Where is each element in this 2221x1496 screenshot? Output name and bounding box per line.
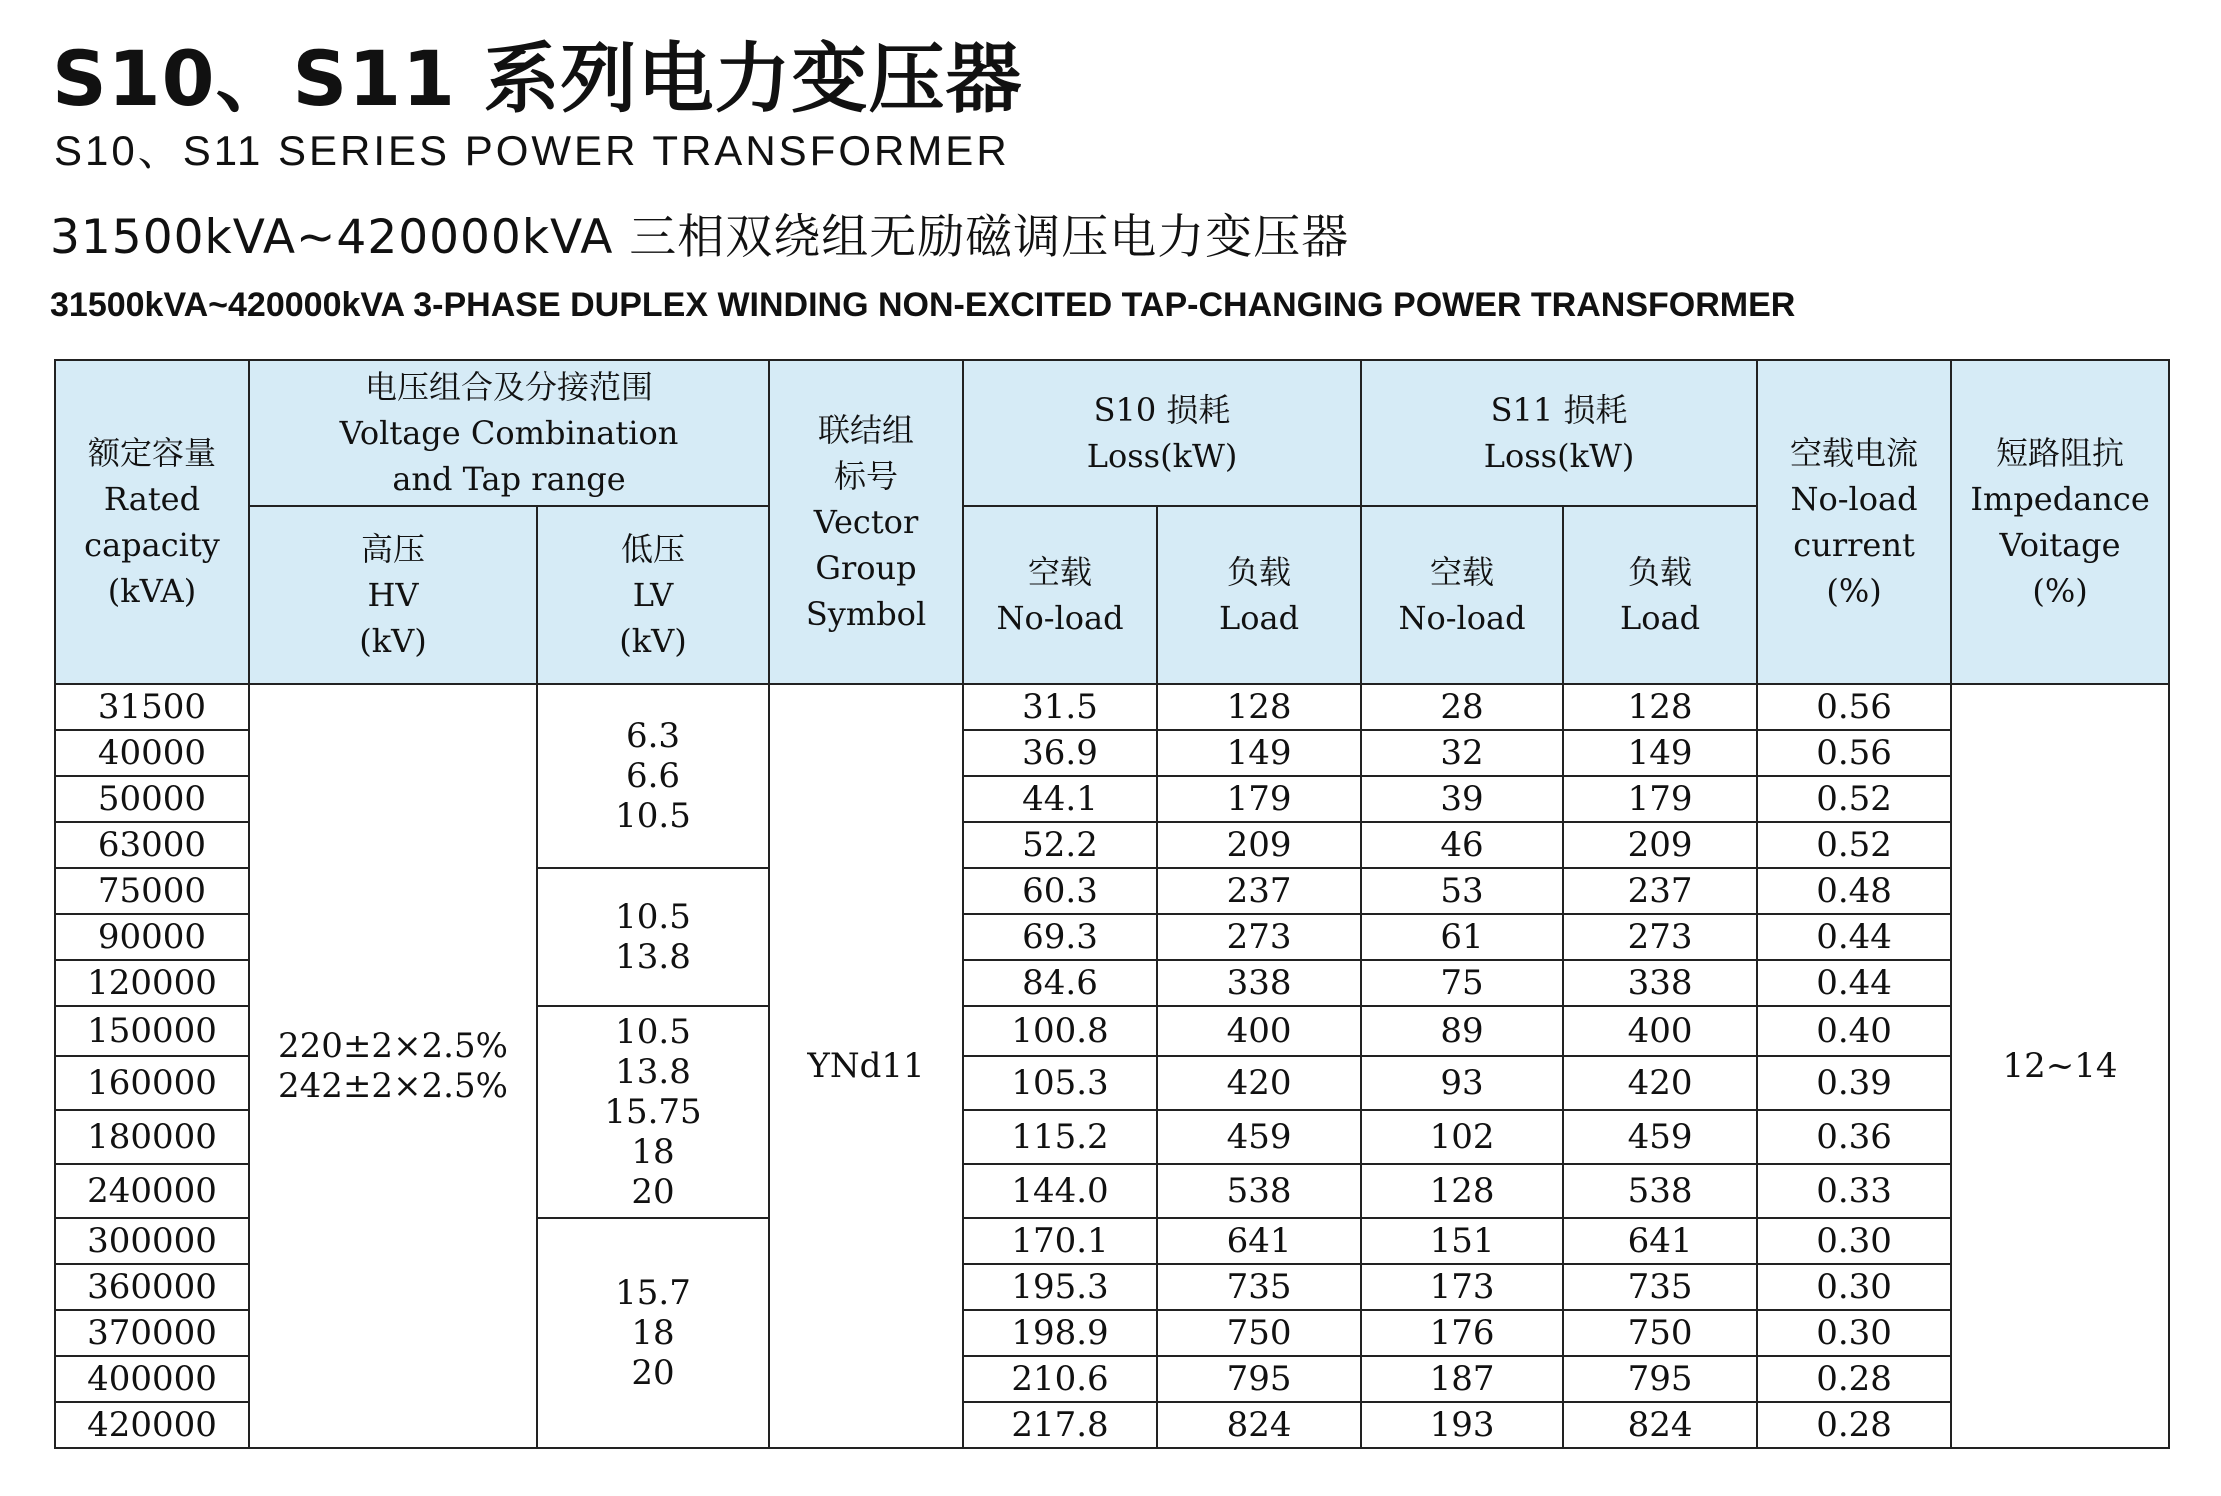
cell-s11-no-load: 53 [1361,868,1563,914]
header-capacity-line: capacity [84,526,220,564]
spec-table [54,359,2170,1449]
header-impedance-line: Impedance [1970,480,2150,518]
cell-lv [537,868,769,1006]
cell-s10-no-load: 31.5 [963,684,1157,730]
cell-s10-load: 128 [1157,684,1361,730]
cell-s10-load: 209 [1157,822,1361,868]
header-s10-load [1157,506,1361,684]
header-no-load-current-line: current [1793,526,1915,564]
cell-capacity: 50000 [55,776,249,822]
cell-no-load-current: 0.40 [1757,1006,1951,1056]
header-vector-group-line: Group [815,549,917,587]
cell-no-load-current: 0.52 [1757,822,1951,868]
cell-s11-load: 795 [1563,1356,1757,1402]
cell-no-load-current: 0.48 [1757,868,1951,914]
cell-no-load-current: 0.44 [1757,914,1951,960]
cell-no-load-current: 0.44 [1757,960,1951,1006]
cell-no-load-current: 0.56 [1757,730,1951,776]
cell-capacity: 63000 [55,822,249,868]
cell-s10-load: 795 [1157,1356,1361,1402]
cell-s11-load: 641 [1563,1218,1757,1264]
header-impedance [1951,360,2169,684]
header-lv-line: LV [632,576,674,614]
header-capacity-line: Rated [103,480,201,518]
cell-capacity: 240000 [55,1164,249,1218]
cell-s11-no-load: 32 [1361,730,1563,776]
lv-value: 10.5 [615,796,691,836]
cell-s10-no-load: 217.8 [963,1402,1157,1448]
cell-s10-no-load: 69.3 [963,914,1157,960]
header-s10-load-line: Load [1218,599,1300,637]
lv-value: 18 [631,1132,675,1172]
cell-s10-load: 149 [1157,730,1361,776]
lv-value: 13.8 [615,1052,691,1092]
header-vector-group-line: 标号 [834,457,899,495]
cell-s10-no-load: 195.3 [963,1264,1157,1310]
cell-capacity: 90000 [55,914,249,960]
cell-no-load-current: 0.28 [1757,1356,1951,1402]
cell-s11-load: 128 [1563,684,1757,730]
cell-capacity: 150000 [55,1006,249,1056]
cell-capacity: 180000 [55,1110,249,1164]
page-title-cn: S10、S11 系列电力变压器 [52,34,1023,123]
cell-no-load-current: 0.33 [1757,1164,1951,1218]
cell-s10-load: 273 [1157,914,1361,960]
cell-s10-load: 824 [1157,1402,1361,1448]
cell-s11-no-load: 176 [1361,1310,1563,1356]
cell-hv [249,684,537,1448]
cell-capacity: 400000 [55,1356,249,1402]
cell-s10-load: 179 [1157,776,1361,822]
header-lv-line: (kV) [619,622,687,660]
cell-s11-load: 824 [1563,1402,1757,1448]
cell-no-load-current: 0.36 [1757,1110,1951,1164]
header-s11-load-line: Load [1620,599,1701,637]
cell-capacity: 120000 [55,960,249,1006]
cell-capacity: 75000 [55,868,249,914]
header-s11-no-load [1361,506,1563,684]
cell-no-load-current: 0.30 [1757,1218,1951,1264]
header-capacity [55,360,249,684]
cell-s11-load: 400 [1563,1006,1757,1056]
cell-capacity: 31500 [55,684,249,730]
cell-lv [537,684,769,868]
cell-s11-no-load: 193 [1361,1402,1563,1448]
cell-s11-load: 338 [1563,960,1757,1006]
cell-s10-no-load: 144.0 [963,1164,1157,1218]
cell-s11-no-load: 61 [1361,914,1563,960]
cell-s10-load: 420 [1157,1056,1361,1110]
cell-capacity: 370000 [55,1310,249,1356]
cell-s10-load: 338 [1157,960,1361,1006]
cell-s11-no-load: 89 [1361,1006,1563,1056]
cell-s10-load: 459 [1157,1110,1361,1164]
cell-lv [537,1218,769,1448]
header-no-load-current-line: (%) [1826,572,1882,610]
header-s11-loss-line: Loss(kW) [1483,437,1635,475]
cell-capacity: 160000 [55,1056,249,1110]
cell-s10-no-load: 115.2 [963,1110,1157,1164]
header-voltage-combination-line: 电压组合及分接范围 [365,368,654,406]
cell-s11-load: 209 [1563,822,1757,868]
cell-no-load-current: 0.52 [1757,776,1951,822]
cell-s10-no-load: 44.1 [963,776,1157,822]
header-vector-group [769,360,963,684]
cell-s10-load: 735 [1157,1264,1361,1310]
cell-s11-no-load: 28 [1361,684,1563,730]
header-s11-no-load-line: 空载 [1430,553,1495,591]
cell-s11-load: 149 [1563,730,1757,776]
header-lv-line: 低压 [621,530,686,568]
header-s10-loss-line: S10 损耗 [1093,391,1231,429]
header-impedance-line: Voitage [1999,526,2121,564]
hv-value: 220±2×2.5% [278,1026,508,1066]
lv-value: 10.5 [615,1012,691,1052]
header-no-load-current [1757,360,1951,684]
cell-s10-load: 750 [1157,1310,1361,1356]
header-s10-loss [963,360,1361,506]
cell-s11-load: 750 [1563,1310,1757,1356]
lv-value: 15.75 [604,1092,702,1132]
header-lv [537,506,769,684]
cell-s11-no-load: 187 [1361,1356,1563,1402]
cell-s10-no-load: 36.9 [963,730,1157,776]
header-s11-no-load-line: No-load [1398,599,1526,637]
cell-s11-load: 273 [1563,914,1757,960]
header-vector-group-line: Symbol [805,595,927,633]
cell-no-load-current: 0.56 [1757,684,1951,730]
cell-s11-no-load: 93 [1361,1056,1563,1110]
lv-value: 15.7 [615,1273,691,1313]
header-voltage-combination [249,360,769,506]
table-row [55,684,2169,730]
cell-s10-no-load: 100.8 [963,1006,1157,1056]
cell-s11-load: 237 [1563,868,1757,914]
header-voltage-combination-line: and Tap range [392,460,626,498]
cell-no-load-current: 0.28 [1757,1402,1951,1448]
cell-s10-load: 538 [1157,1164,1361,1218]
header-s10-loss-line: Loss(kW) [1086,437,1238,475]
header-vector-group-line: 联结组 [818,411,915,449]
page-title-en: S10、S11 SERIES POWER TRANSFORMER [54,127,1010,174]
cell-s10-no-load: 60.3 [963,868,1157,914]
cell-s11-no-load: 46 [1361,822,1563,868]
header-hv-line: HV [367,576,419,614]
cell-capacity: 300000 [55,1218,249,1264]
lv-value: 6.6 [625,756,681,796]
header-vector-group-line: Vector [813,503,919,541]
cell-vector-group: YNd11 [769,684,963,1448]
cell-s11-no-load: 102 [1361,1110,1563,1164]
header-s11-load-line: 负载 [1628,553,1693,591]
cell-no-load-current: 0.30 [1757,1310,1951,1356]
page-subtitle-cn: 31500kVA~420000kVA 三相双绕组无励磁调压电力变压器 [50,210,1350,265]
cell-s10-no-load: 210.6 [963,1356,1157,1402]
hv-value: 242±2×2.5% [278,1066,508,1106]
header-s10-no-load [963,506,1157,684]
cell-s11-load: 459 [1563,1110,1757,1164]
cell-s10-no-load: 170.1 [963,1218,1157,1264]
header-s10-load-line: 负载 [1227,553,1292,591]
cell-s10-no-load: 84.6 [963,960,1157,1006]
cell-capacity: 420000 [55,1402,249,1448]
lv-value: 10.5 [615,897,691,937]
header-capacity-line: (kVA) [107,572,197,610]
header-s10-no-load-line: No-load [996,599,1124,637]
cell-s10-no-load: 52.2 [963,822,1157,868]
header-no-load-current-line: No-load [1790,480,1918,518]
cell-s11-no-load: 173 [1361,1264,1563,1310]
cell-s11-no-load: 128 [1361,1164,1563,1218]
cell-s11-load: 735 [1563,1264,1757,1310]
cell-s11-load: 538 [1563,1164,1757,1218]
header-impedance-line: (%) [2032,572,2088,610]
header-s11-loss-line: S11 损耗 [1490,391,1628,429]
cell-lv [537,1006,769,1218]
cell-no-load-current: 0.39 [1757,1056,1951,1110]
header-voltage-combination-line: Voltage Combination [339,414,679,452]
cell-capacity: 40000 [55,730,249,776]
lv-value: 20 [631,1172,675,1212]
cell-s11-load: 179 [1563,776,1757,822]
header-impedance-line: 短路阻抗 [1996,434,2125,472]
header-capacity-line: 额定容量 [87,434,216,472]
header-hv-line: (kV) [359,622,427,660]
header-s11-load [1563,506,1757,684]
cell-s11-no-load: 151 [1361,1218,1563,1264]
cell-no-load-current: 0.30 [1757,1264,1951,1310]
cell-s11-load: 420 [1563,1056,1757,1110]
lv-value: 13.8 [615,937,691,977]
cell-impedance: 12~14 [1951,684,2169,1448]
header-no-load-current-line: 空载电流 [1790,434,1919,472]
cell-s10-load: 400 [1157,1006,1361,1056]
lv-value: 18 [631,1313,675,1353]
cell-s10-load: 237 [1157,868,1361,914]
cell-s10-load: 641 [1157,1218,1361,1264]
page-subtitle-en: 31500kVA~420000kVA 3-PHASE DUPLEX WINDING NON-EXCITED TAP-CHANGING POWER TRANSFORMER [50,286,1796,324]
cell-s10-no-load: 105.3 [963,1056,1157,1110]
header-s10-no-load-line: 空载 [1028,553,1093,591]
lv-value: 6.3 [625,716,681,756]
cell-s10-no-load: 198.9 [963,1310,1157,1356]
header-hv-line: 高压 [360,530,425,568]
header-hv [249,506,537,684]
header-s11-loss [1361,360,1757,506]
lv-value: 20 [631,1353,675,1393]
cell-capacity: 360000 [55,1264,249,1310]
cell-s11-no-load: 39 [1361,776,1563,822]
cell-s11-no-load: 75 [1361,960,1563,1006]
